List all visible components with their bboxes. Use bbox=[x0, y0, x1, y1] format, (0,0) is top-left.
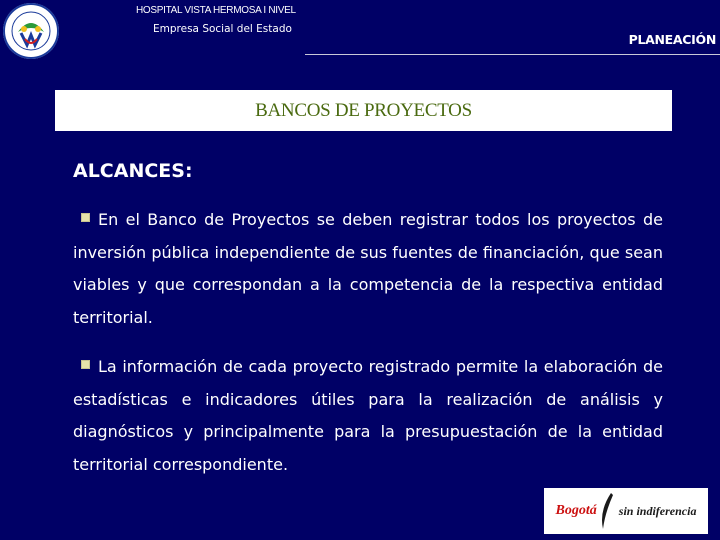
hospital-name: HOSPITAL VISTA HERMOSA I NIVEL bbox=[136, 5, 296, 16]
bogota-logo-part2: sin indiferencia bbox=[618, 503, 697, 518]
header-divider bbox=[305, 54, 720, 55]
paragraph-1-text: En el Banco de Proyectos se deben registrar todos los proyectos de inversión pública independiente de sus fuentes de financiación, que sean viables y que correspondan a la competencia de la respectiva entidad territorial. bbox=[73, 210, 663, 327]
paragraph-2 bbox=[73, 351, 663, 481]
slide-title-box bbox=[55, 90, 672, 131]
square-bullet-icon bbox=[81, 360, 90, 369]
bogota-logo bbox=[544, 488, 708, 534]
hospital-subtitle: Empresa Social del Estado bbox=[153, 23, 292, 35]
swoosh-icon bbox=[597, 491, 615, 531]
bogota-logo-part1: Bogotá bbox=[555, 503, 597, 518]
paragraph-1 bbox=[73, 204, 663, 334]
section-label: PLANEACIÓN bbox=[628, 32, 716, 47]
hospital-seal-icon bbox=[2, 2, 60, 60]
slide-heading: ALCANCES: bbox=[73, 160, 193, 182]
slide-title: BANCOS DE PROYECTOS bbox=[255, 99, 472, 121]
paragraph-2-text: La información de cada proyecto registrado permite la elaboración de estadísticas e indicadores útiles para la realización de análisis y diagnósticos y principalmente para la presupuestación de la entidad territorial correspondiente. bbox=[73, 357, 663, 474]
square-bullet-icon bbox=[81, 213, 90, 222]
